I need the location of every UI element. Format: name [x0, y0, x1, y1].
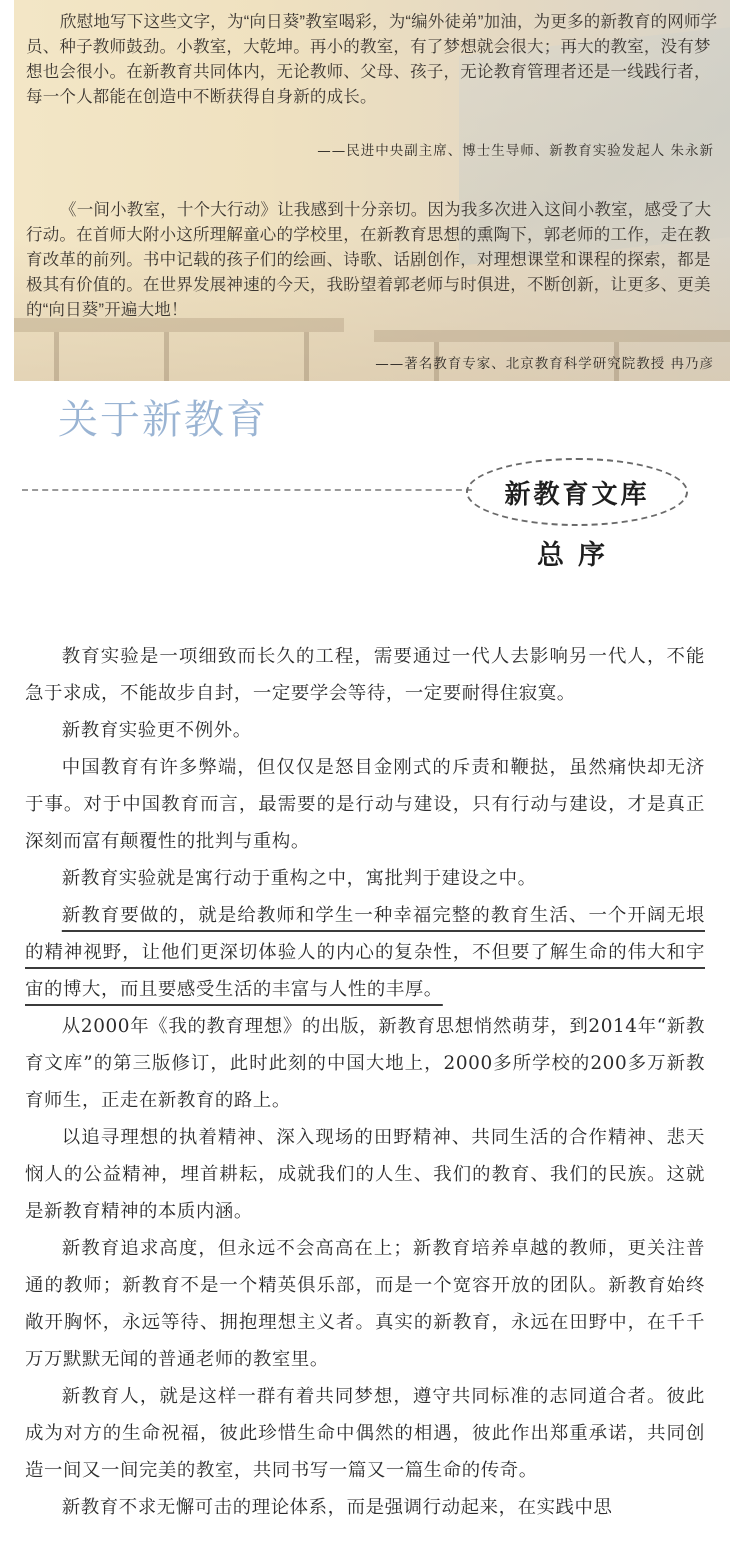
desk-leg — [54, 332, 59, 381]
paragraph: 新教育实验更不例外。 — [61, 720, 252, 741]
dashed-divider — [22, 489, 472, 491]
series-badge — [466, 458, 688, 526]
paragraph: 新教育不求无懈可击的理论体系，而是强调行动起来，在实践中思 — [61, 1497, 613, 1518]
paragraph: 中国教育有许多弊端，但仅仅是怒目金刚式的斥责和鞭挞，虽然痛快却无济于事。对于中国教育而言，最需要的是行动与建设，只有行动与建设，才是真正深刻而富有颠覆性的批判与重构。 — [25, 757, 705, 852]
paragraph: 新教育人，就是这样一群有着共同梦想，遵守共同标准的志同道合者。彼此成为对方的生命祝福，彼此珍惜生命中偶然的相遇，彼此作出郑重承诺，共同创造一间又一间完美的教室，共同书写一篇又一篇生命的传奇。 — [25, 1386, 705, 1481]
paragraph: 以追寻理想的执着精神、深入现场的田野精神、共同生活的合作精神、悲天悯人的公益精神，埋首耕耘，成就我们的人生、我们的教育、我们的民族。这就是新教育精神的本质内涵。 — [25, 1127, 705, 1222]
preface-title: 总序 — [537, 540, 619, 571]
endorsement-text: 《一间小教室，十个大行动》让我感到十分亲切。因为我多次进入这间小教室，感受了大行动。在首师大附小这所理解童心的学校里，在新教育思想的熏陶下，郭老师的工作，走在教育改革的前列。书中记载的孩子们的绘画、诗歌、话剧创作，对理想课堂和课程的探索，都是极其有价值的。在世界发展神速的今天，我盼望着郭老师与时俱进，不断创新，让更多、更美的“向日葵”开遍大地！ — [26, 201, 712, 319]
paragraph-highlighted — [25, 897, 705, 1008]
endorsement-panel — [14, 0, 730, 381]
desk-background — [374, 330, 730, 342]
desk-leg — [304, 332, 309, 381]
underlined-text: 新教育要做的，就是给教师和学生一种幸福完整的教育生活、一个开阔无垠的精神视野，让他们更深切体验人的内心的复杂性，不但要了解生命的伟大和宇宙的博大，而且要感受生活的丰富与人性的丰厚。 — [25, 905, 705, 1000]
paragraph: 新教育追求高度，但永远不会高高在上；新教育培养卓越的教师，更关注普通的教师；新教育不是一个精英俱乐部，而是一个宽容开放的团队。新教育始终敞开胸怀，永远等待、拥抱理想主义者。真实的新教育，永远在田野中，在千千万万默默无闻的普通老师的教室里。 — [25, 1238, 705, 1370]
endorsement-signature: ——著名教育专家、北京教育科学研究院教授 冉乃彦 — [375, 356, 714, 372]
section-title: 关于新教育 — [58, 398, 268, 442]
endorsement-signature: ——民进中央副主席、博士生导师、新教育实验发起人 朱永新 — [317, 143, 714, 159]
paragraph: 从2000年《我的教育理想》的出版，新教育思想悄然萌芽，到2014年“新教育文库”的第三版修订，此时此刻的中国大地上，2000多所学校的200多万新教育师生，正走在新教育的路上。 — [25, 1016, 705, 1111]
preface-body — [25, 638, 705, 1526]
series-title: 新教育文库 — [504, 479, 650, 510]
endorsement-text: 欣慰地写下这些文字，为“向日葵”教室喝彩，为“编外徒弟”加油，为更多的新教育的网师学员、种子教师鼓劲。小教室，大乾坤。再小的教室，有了梦想就会很大；再大的教室，没有梦想也会很小。在新教育共同体内，无论教师、父母、孩子，无论教育管理者还是一线践行者，每一个人都能在创造中不断获得自身新的成长。 — [26, 13, 718, 106]
paragraph: 新教育实验就是寓行动于重构之中，寓批判于建设之中。 — [61, 868, 537, 889]
desk-leg — [164, 332, 169, 381]
paragraph: 教育实验是一项细致而长久的工程，需要通过一代人去影响另一代人，不能急于求成，不能故步自封，一定要学会等待，一定要耐得住寂寞。 — [25, 646, 705, 704]
